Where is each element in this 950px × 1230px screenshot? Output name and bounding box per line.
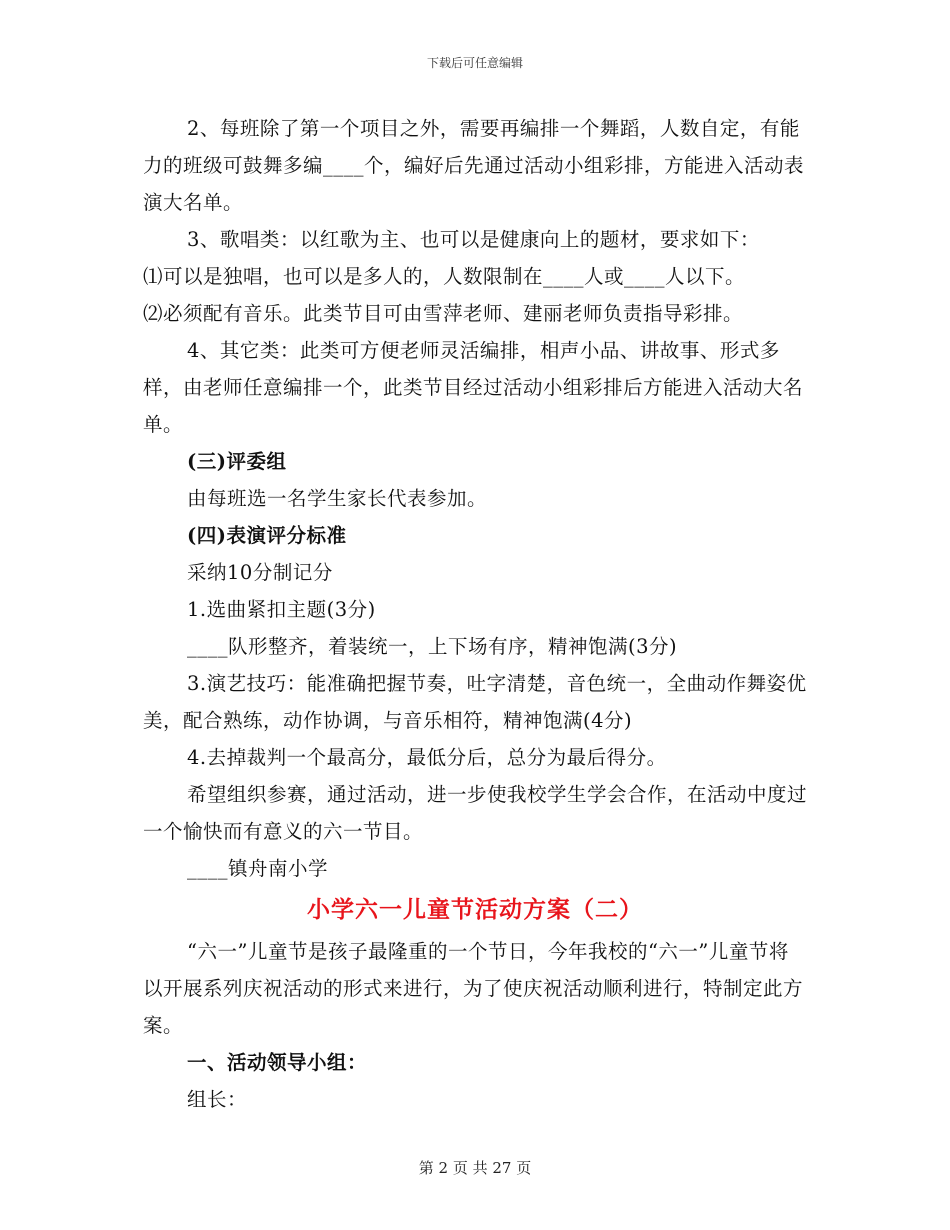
paragraph-intro: “六一”儿童节是孩子最隆重的一个节日，今年我校的“六一”儿童节将以开展系列庆祝活动的形式来进行，为了使庆祝活动顺利进行，特制定此方案。: [143, 940, 804, 1037]
paragraph-other: 4、其它类：此类可方便老师灵活编排，相声小品、讲故事、形式多样，由老师任意编排一个，此类节目经过活动小组彩排后方能进入活动大名单。: [143, 339, 804, 436]
paragraph-dance: 2、每班除了第一个项目之外，需要再编排一个舞蹈，人数自定，有能力的班级可鼓舞多编____个，编好后先通过活动小组彩排，方能进入活动表演大名单。: [143, 117, 805, 214]
paragraph-singing: 3、歌唱类：以红歌为主、也可以是健康向上的题材，要求如下：: [187, 228, 760, 251]
paragraph-singing-rule-2: ⑵必须配有音乐。此类节目可由雪萍老师、建丽老师负责指导彩排。: [143, 302, 744, 325]
heading-scoring: (四)表演评分标准: [187, 524, 347, 547]
section-title: 小学六一儿童节活动方案（二）: [307, 896, 643, 923]
paragraph-singing-rule-1: ⑴可以是独唱，也可以是多人的，人数限制在____人或____人以下。: [143, 265, 746, 288]
paragraph-signature: ____镇舟南小学: [187, 857, 329, 880]
page-header: 下载后可任意编辑: [426, 56, 523, 70]
heading-judges: (三)评委组: [187, 450, 287, 473]
paragraph-leader: 组长：: [187, 1088, 248, 1111]
paragraph-judges: 由每班选一名学生家长代表参加。: [187, 487, 488, 510]
scoring-item-3: 3.演艺技巧：能准确把握节奏，吐字清楚，音色统一，全曲动作舞姿优美，配合熟练，动作协调，与音乐相符，精神饱满(4分): [143, 672, 807, 732]
scoring-item-1: 1.选曲紧扣主题(3分): [187, 598, 376, 621]
scoring-item-2: ____队形整齐，着装统一，上下场有序，精神饱满(3分): [187, 635, 678, 658]
paragraph-scoring-system: 采纳10分制记分: [187, 561, 333, 584]
document-body: [143, 110, 807, 1118]
paragraph-closing: 希望组织参赛，通过活动，进一步使我校学生学会合作，在活动中度过一个愉快而有意义的六一节目。: [143, 783, 808, 843]
scoring-item-4: 4.去掉裁判一个最高分，最低分后，总分为最后得分。: [187, 746, 667, 769]
page-footer: 第 2 页 共 27 页: [418, 1159, 532, 1177]
heading-leadership: 一、活动领导小组：: [187, 1051, 368, 1074]
